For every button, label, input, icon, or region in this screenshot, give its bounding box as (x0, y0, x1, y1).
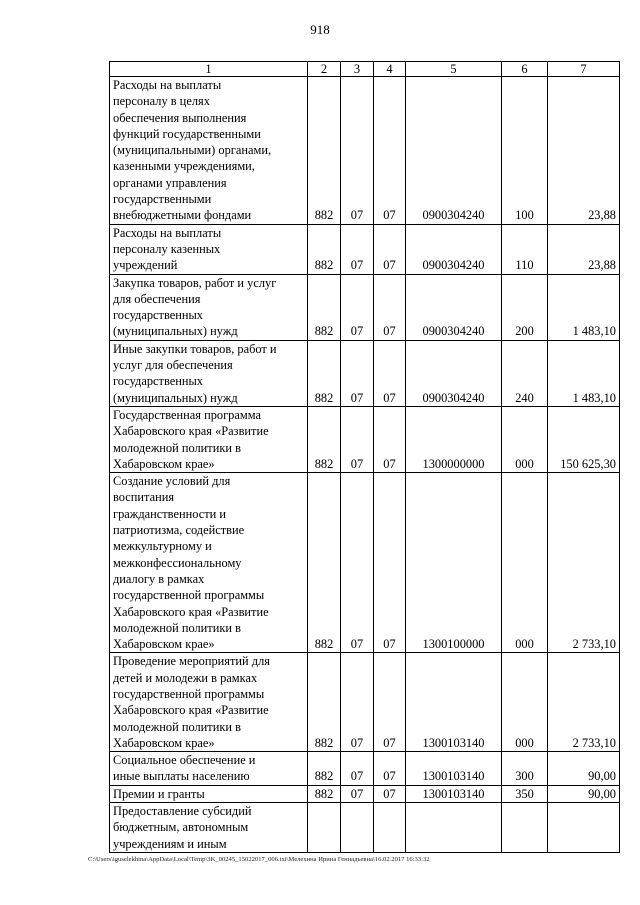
row-name-line: диалогу в рамках (113, 571, 205, 586)
row-name-line: для обеспечения (113, 291, 201, 306)
row-name-line: государственных (113, 308, 204, 323)
row-name-line: учреждениям и иным (113, 836, 227, 851)
row-name-line: органами управления (113, 175, 227, 190)
table-row (110, 803, 620, 853)
header-cell: 6 (502, 62, 548, 77)
row-name-line: Проведение мероприятий для (113, 654, 270, 669)
row-name-line: услуг для обеспечения (113, 358, 233, 373)
code-admin-cell: 882 (308, 274, 341, 340)
row-name-cell (110, 274, 308, 340)
row-name-line: воспитания (113, 490, 175, 505)
row-name-line: Премии и гранты (113, 786, 205, 801)
row-name-line: Хабаровском крае» (113, 637, 215, 652)
row-name-line: функций государственными (113, 126, 261, 141)
row-name-line: (муниципальными) органами, (113, 143, 272, 158)
row-name-line: межконфессиональному (113, 555, 242, 570)
code-target-cell: 1300103140 (406, 653, 502, 752)
code-subsection-cell: 07 (374, 406, 406, 472)
amount-cell: 150 625,30 (548, 406, 620, 472)
row-name-line: государственной программы (113, 686, 265, 701)
code-target-cell: 1300000000 (406, 406, 502, 472)
code-admin-cell: 882 (308, 340, 341, 406)
row-name-cell (110, 803, 308, 853)
amount-cell: 23,88 (548, 77, 620, 225)
code-type-cell: 240 (502, 340, 548, 406)
row-name-line: персоналу казенных (113, 241, 221, 256)
code-target-cell: 0900304240 (406, 224, 502, 274)
row-name-line: гражданственности и (113, 506, 227, 521)
code-target-cell: 1300103140 (406, 752, 502, 786)
code-type-cell: 000 (502, 653, 548, 752)
row-name-line: бюджетным, автономным (113, 820, 249, 835)
row-name-line: казенными учреждениями, (113, 159, 255, 174)
row-name-cell (110, 473, 308, 653)
table-row (110, 473, 620, 653)
row-name-cell (110, 653, 308, 752)
code-subsection-cell: 07 (374, 785, 406, 802)
row-name-cell (110, 77, 308, 225)
row-name-line: Хабаровском крае» (113, 456, 215, 471)
amount-cell: 2 733,10 (548, 653, 620, 752)
row-name-line: молодежной политики в (113, 719, 241, 734)
row-name-line: Хабаровского края «Развитие (113, 424, 269, 439)
row-name-line: Расходы на выплаты (113, 78, 222, 92)
code-type-cell: 350 (502, 785, 548, 802)
code-section-cell: 07 (341, 274, 374, 340)
row-name-cell (110, 785, 308, 802)
row-name-line: персоналу в целях (113, 94, 210, 109)
table-row (110, 752, 620, 786)
table-row (110, 77, 620, 225)
row-name-line: Хабаровского края «Развитие (113, 703, 269, 718)
row-name-line: (муниципальных) нужд (113, 324, 238, 339)
code-section-cell: 07 (341, 340, 374, 406)
row-name-line: (муниципальных) нужд (113, 390, 238, 405)
amount-cell: 23,88 (548, 224, 620, 274)
code-section-cell: 07 (341, 752, 374, 786)
code-admin-cell: 882 (308, 752, 341, 786)
amount-cell: 1 483,10 (548, 274, 620, 340)
row-name-line: внебюджетными фондами (113, 208, 252, 223)
code-subsection-cell: 07 (374, 473, 406, 653)
row-name-line: детей и молодежи в рамках (113, 670, 258, 685)
code-target-cell: 0900304240 (406, 77, 502, 225)
header-cell: 7 (548, 62, 620, 77)
header-cell: 5 (406, 62, 502, 77)
row-name-line: учреждений (113, 258, 178, 273)
code-type-cell: 000 (502, 406, 548, 472)
code-target-cell: 1300100000 (406, 473, 502, 653)
code-admin-cell: 882 (308, 77, 341, 225)
row-name-line: Государственная программа (113, 407, 261, 422)
code-section-cell: 07 (341, 406, 374, 472)
row-name-line: государственными (113, 192, 212, 207)
row-name-cell (110, 340, 308, 406)
budget-table (109, 61, 620, 853)
code-subsection-cell: 07 (374, 340, 406, 406)
amount-cell: 90,00 (548, 752, 620, 786)
code-subsection-cell: 07 (374, 77, 406, 225)
code-admin-cell: 882 (308, 473, 341, 653)
row-name-cell (110, 406, 308, 472)
row-name-line: государственных (113, 374, 204, 389)
row-name-line: Закупка товаров, работ и услуг (113, 275, 277, 290)
row-name-line: Создание условий для (113, 474, 231, 489)
page-number: 918 (310, 22, 330, 37)
row-name-line: патриотизма, содействие (113, 523, 245, 538)
code-section-cell: 07 (341, 224, 374, 274)
file-path-footer: C:\Users\iguselekhina\AppData\Local\Temp\3K_00245_15022017_006.txt\Мелехина Ирина Геннадьевна\16.02.2017 16:33:32 (88, 856, 430, 863)
row-name-line: обеспечения выполнения (113, 110, 247, 125)
code-target-cell: 0900304240 (406, 274, 502, 340)
row-name-line: молодежной политики в (113, 440, 241, 455)
header-cell: 1 (110, 62, 308, 77)
table-row (110, 340, 620, 406)
code-type-cell: 000 (502, 473, 548, 653)
code-section-cell: 07 (341, 473, 374, 653)
row-name-line: межкультурному и (113, 539, 212, 554)
header-cell: 2 (308, 62, 341, 77)
code-admin-cell: 882 (308, 785, 341, 802)
row-name-cell (110, 752, 308, 786)
code-target-cell: 1300103140 (406, 785, 502, 802)
row-name-line: Иные закупки товаров, работ и (113, 341, 277, 356)
code-type-cell: 300 (502, 752, 548, 786)
table-row (110, 785, 620, 802)
table-row (110, 224, 620, 274)
code-admin-cell: 882 (308, 406, 341, 472)
code-subsection-cell: 07 (374, 752, 406, 786)
code-subsection-cell: 07 (374, 274, 406, 340)
row-name-cell (110, 224, 308, 274)
code-target-cell: 0900304240 (406, 340, 502, 406)
amount-cell (548, 803, 620, 853)
table-row (110, 653, 620, 752)
row-name-line: государственной программы (113, 588, 265, 603)
table-row (110, 406, 620, 472)
table-row (110, 274, 620, 340)
row-name-line: Расходы на выплаты (113, 225, 222, 240)
code-type-cell (502, 803, 548, 853)
code-admin-cell: 882 (308, 653, 341, 752)
row-name-line: Предоставление субсидий (113, 804, 252, 819)
code-admin-cell: 882 (308, 224, 341, 274)
amount-cell: 90,00 (548, 785, 620, 802)
header-cell: 4 (374, 62, 406, 77)
row-name-line: Хабаровского края «Развитие (113, 604, 269, 619)
row-name-line: молодежной политики в (113, 620, 241, 635)
code-type-cell: 100 (502, 77, 548, 225)
code-section-cell: 07 (341, 77, 374, 225)
code-section-cell (341, 803, 374, 853)
code-subsection-cell: 07 (374, 653, 406, 752)
code-subsection-cell: 07 (374, 224, 406, 274)
amount-cell: 2 733,10 (548, 473, 620, 653)
code-section-cell: 07 (341, 785, 374, 802)
amount-cell: 1 483,10 (548, 340, 620, 406)
row-name-line: Хабаровском крае» (113, 735, 215, 750)
row-name-line: Социальное обеспечение и (113, 753, 256, 768)
table-header-row (110, 62, 620, 77)
code-target-cell (406, 803, 502, 853)
code-section-cell: 07 (341, 653, 374, 752)
code-type-cell: 200 (502, 274, 548, 340)
row-name-line: иные выплаты населению (113, 769, 250, 784)
code-subsection-cell (374, 803, 406, 853)
code-type-cell: 110 (502, 224, 548, 274)
code-admin-cell (308, 803, 341, 853)
header-cell: 3 (341, 62, 374, 77)
